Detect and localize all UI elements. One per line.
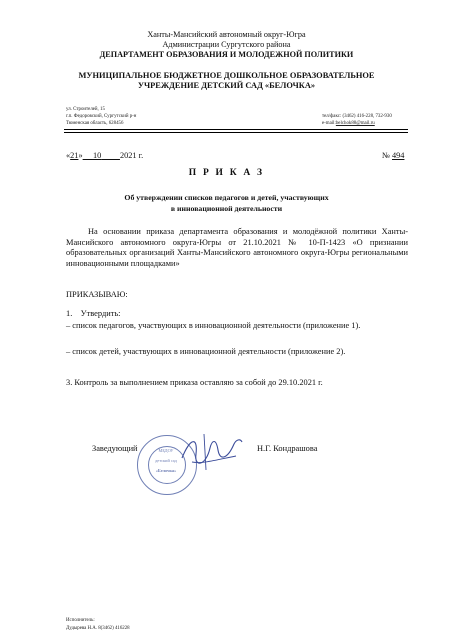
order-number [382,150,404,161]
basis-paragraph [66,227,408,269]
order-number-value: 494 [392,151,405,160]
signatory-name: Н.Г. Кондрашова [257,444,318,453]
item-3 [66,378,323,389]
order-month: 10 [92,151,102,160]
stamp-text-1: МБДОУ [158,448,174,453]
number-sign: № [382,151,390,160]
executor-label: Исполнитель: [66,618,95,623]
item-3-number: 3. [66,378,73,387]
item-1-number: 1. [66,309,73,318]
region-line: Ханты-Мансийский автономный округ-Югра [147,30,306,39]
list-teachers: – список педагогов, участвующих в инновационной деятельности (приложение 1). [66,321,361,330]
phone-fax: тел/факс: (3462) 416-228, 732-930 [322,114,392,119]
list-children: – список детей, участвующих в инновационной деятельности (приложение 2). [66,347,346,356]
email-line [322,121,375,127]
stamp-text-2: детский сад [155,458,177,463]
department-line: ДЕПАРТАМЕНТ ОБРАЗОВАНИЯ И МОЛОДЕЖНОЙ ПОЛИТИКИ [99,50,354,59]
org-name-line2: УЧРЕЖДЕНИЕ ДЕТСКИЙ САД «БЕЛОЧКА» [137,81,316,90]
email-label: e-mail: [322,121,336,126]
email-link[interactable]: belchok88@mail.ru [335,121,375,126]
address-town: г.п. Федоровский, Сургутский р-н [66,114,137,119]
org-name-line1: МУНИЦИПАЛЬНОЕ БЮДЖЕТНОЕ ДОШКОЛЬНОЕ ОБРАЗОВАТЕЛЬНОЕ [78,71,375,80]
order-date: «21» 10 2021 г. [66,151,144,160]
item-1-text: Утвердить: [80,309,121,318]
header-rule-thin [64,132,408,133]
address-region: Тюменская область, 628456 [66,121,124,126]
basis-text: На основании приказа департамента образования и молодёжной политики Ханты-Мансийского автономного округа-Югры от 21.10.2021 № 10-П-1423 «О признании образовательных организаций Ханты-Мансийского автономного округа-Югры региональными инновационными площадками» [66,227,408,268]
header-rule [64,129,408,130]
address-street: ул. Строителей, 15 [66,107,105,112]
administration-line: Администрации Сургутского района [162,40,291,49]
subject-line2: в инновационной деятельности [170,204,283,213]
subject-line1: Об утверждении списков педагогов и детей, участвующих [124,193,329,202]
document-title: П Р И К А З [188,168,265,178]
stamp-text-3: «Белочка» [155,468,177,473]
signatory-role: Заведующий [92,444,138,453]
order-year: 2021 г. [119,151,144,160]
handwritten-signature [176,428,246,476]
executor-name: Дудырева Н.А. 8(3462) 416228 [66,626,130,631]
item-3-text: Контроль за выполнением приказа оставляю за собой до 29.10.2021 г. [74,378,323,387]
order-day: 21 [70,151,79,160]
decree-word: ПРИКАЗЫВАЮ: [66,290,128,299]
item-1 [66,309,121,320]
